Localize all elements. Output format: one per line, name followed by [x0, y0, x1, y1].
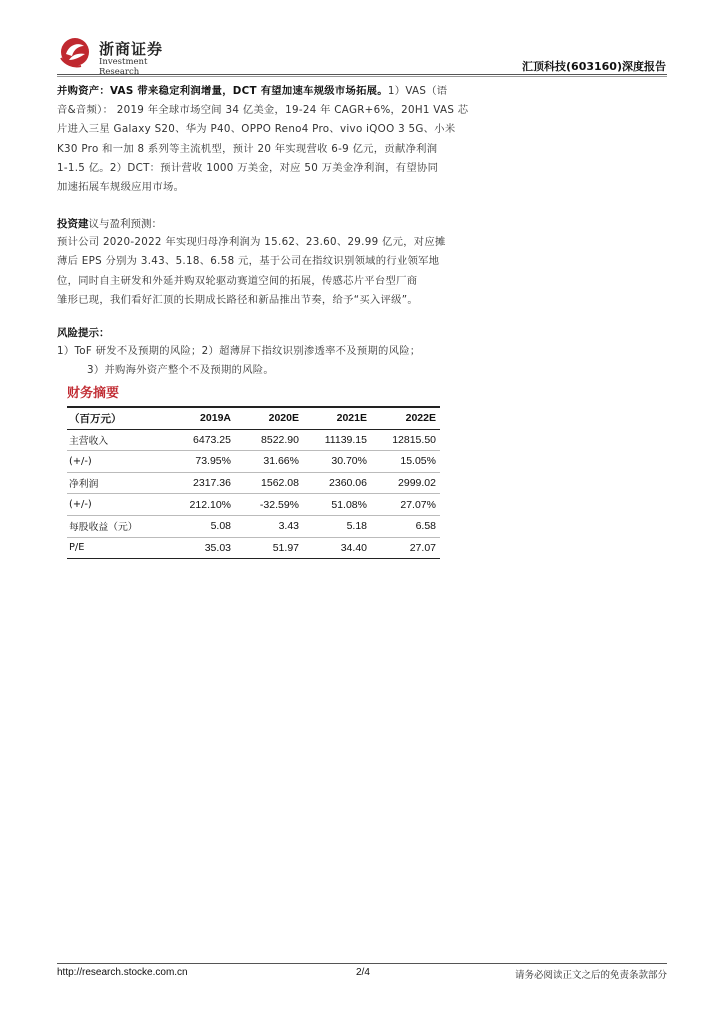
footer-url-link[interactable]: http://research.stocke.com.cn — [57, 967, 188, 978]
financial-summary-title: 财务摘要 — [67, 386, 120, 401]
acquisition-line: K30 Pro 和一加 8 系列等主流机型，预计 20 年实现营收 6-9 亿元，贡献净利润 — [57, 142, 438, 155]
risk-section — [57, 324, 487, 380]
header-rule — [57, 74, 667, 75]
table-cell: 27.07 — [371, 537, 440, 559]
table-row — [67, 472, 440, 494]
column-header: 2019A — [200, 412, 231, 425]
acquisition-line: 1）VAS（语 — [387, 85, 448, 97]
row-label: (+/-) — [67, 494, 167, 516]
acquisition-paragraph — [57, 82, 487, 197]
table-cell: 5.18 — [303, 515, 371, 537]
table-cell: 8522.90 — [235, 429, 303, 451]
table-row — [67, 429, 440, 451]
table-row — [67, 537, 440, 559]
document-title: 汇顶科技(603160)深度报告 — [522, 60, 666, 73]
column-header: （百万元） — [69, 412, 122, 425]
table-cell: 2317.36 — [167, 472, 235, 494]
column-header: 2021E — [336, 412, 367, 425]
table-cell: 34.40 — [303, 537, 371, 559]
risk-line: 3）并购海外资产整个不及预期的风险。 — [87, 364, 274, 377]
column-header: 2022E — [405, 412, 436, 425]
logo-text-en: Investment Research — [99, 57, 148, 77]
table-cell: 3.43 — [235, 515, 303, 537]
table-cell: 27.07% — [371, 494, 440, 516]
table-cell: 51.97 — [235, 537, 303, 559]
row-label: P/E — [67, 537, 167, 559]
header-rule-secondary — [57, 76, 667, 77]
row-label: 每股收益（元） — [67, 515, 167, 537]
table-cell: 73.95% — [167, 451, 235, 473]
table-cell: 212.10% — [167, 494, 235, 516]
investment-line: 位，同时自主研发和外延并购双轮驱动赛道空间的拓展，传感芯片平台型厂商 — [57, 274, 418, 287]
investment-line: 薄后 EPS 分别为 3.43、5.18、6.58 元，基于公司在指纹识别领域的行业领军地 — [57, 255, 440, 268]
table-cell: 31.66% — [235, 451, 303, 473]
acquisition-lead: 并购资产：VAS 带来稳定利润增量，DCT 有望加速车规级市场拓展。 — [57, 85, 388, 97]
row-label: 净利润 — [67, 472, 167, 494]
table-cell: 30.70% — [303, 451, 371, 473]
financial-summary-table — [67, 406, 440, 559]
row-label: (+/-) — [67, 451, 167, 473]
table-cell: 2999.02 — [371, 472, 440, 494]
table-cell: 6473.25 — [167, 429, 235, 451]
table-cell: 12815.50 — [371, 429, 440, 451]
table-cell: 11139.15 — [303, 429, 371, 451]
row-label: 主营收入 — [67, 429, 167, 451]
table-cell: 51.08% — [303, 494, 371, 516]
company-logo — [57, 34, 177, 77]
footer-rule — [57, 963, 667, 964]
footer-disclaimer: 请务必阅读正文之后的免责条款部分 — [514, 970, 667, 981]
table-cell: 1562.08 — [235, 472, 303, 494]
risk-heading: 风险提示： — [57, 327, 110, 340]
acquisition-line: 音&音频）： 2019 年全球市场空间 34 亿美金，19-24 年 CAGR+6%，20H1 VAS 芯 — [57, 104, 469, 117]
acquisition-line: 片进入三星 Galaxy S20、华为 P40、OPPO Reno4 Pro、vivo iQOO 3 5G、小米 — [57, 123, 456, 136]
table-cell: 5.08 — [167, 515, 235, 537]
table-cell: 15.05% — [371, 451, 440, 473]
table-cell: 35.03 — [167, 537, 235, 559]
table-cell: 6.58 — [371, 515, 440, 537]
table-row — [67, 515, 440, 537]
page-number: 2/4 — [356, 967, 370, 978]
column-header: 2020E — [268, 412, 299, 425]
investment-heading: 投资建议与盈利预测： — [57, 218, 162, 231]
acquisition-line: 1-1.5 亿。2）DCT：预计营收 1000 万美金，对应 50 万美金净利润，有望协同 — [57, 161, 439, 174]
investment-section — [57, 215, 487, 310]
investment-line: 雏形已现，我们看好汇顶的长期成长路径和新品推出节奏，给予“买入评级”。 — [57, 293, 418, 306]
logo-icon — [57, 34, 93, 70]
table-row — [67, 494, 440, 516]
table-cell: 2360.06 — [303, 472, 371, 494]
table-cell: -32.59% — [235, 494, 303, 516]
investment-line: 预计公司 2020-2022 年实现归母净利润为 15.62、23.60、29.99 亿元，对应摊 — [57, 236, 446, 249]
table-header-row — [67, 407, 440, 429]
risk-line: 1）ToF 研发不及预期的风险；2）超薄屏下指纹识别渗透率不及预期的风险； — [57, 345, 421, 358]
table-row — [67, 451, 440, 473]
report-body — [57, 82, 487, 380]
acquisition-line: 加速拓展车规级应用市场。 — [57, 181, 185, 194]
logo-text-cn: 浙商证券 — [99, 40, 164, 58]
